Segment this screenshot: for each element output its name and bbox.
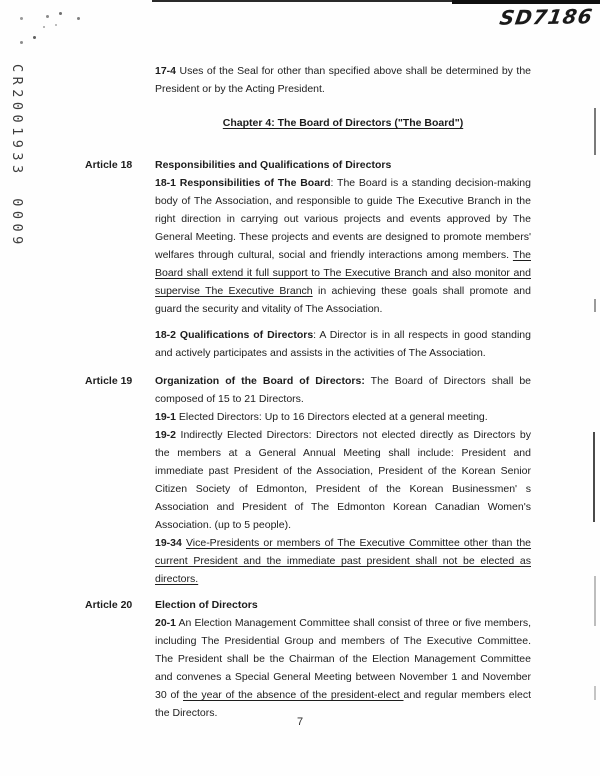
article-18 [85,156,531,362]
underlined-text: The Board shall extend it full support to The Executive Branch and also monitor and supervise The Executive Branch [155,249,531,297]
scan-edge-mark [594,576,596,626]
scan-speckle [59,12,62,15]
underlined-text: the year of the absence of the president-elect [183,689,404,701]
clause-number: 19-1 [155,411,177,423]
clause-18-1 [155,174,531,318]
scan-edge-mark [594,108,596,155]
empty-label-cell [85,62,155,98]
scan-edge-mark [594,299,596,312]
scan-speckle [77,17,80,20]
clause-number: 19-34 [155,537,182,549]
clause-number: 18-2 Qualifications of Directors [155,329,314,341]
clause-number: 20-1 [155,617,177,629]
scan-edge-mark [594,686,596,700]
chapter-heading: Chapter 4: The Board of Directors ("The Board") [222,117,464,129]
registry-stamp: CR2001933 0009 [9,64,25,249]
document-content [85,62,531,722]
scan-speckle [20,17,23,20]
clause-17-4-row [85,62,531,98]
clause-19-intro [155,372,531,408]
scan-speckle [46,15,49,18]
scan-speckle [33,36,36,39]
clause-number: 17-4 [155,65,177,77]
clause-text: Elected Directors: Up to 16 Directors elected at a general meeting. [176,411,488,423]
clause-19-2 [155,426,531,534]
article-19-label: Article 19 [85,375,133,387]
clause-text: : The Board is a standing decision-making body of The Association, and responsible to guide The Executive Branch in the right direction in carrying out various projects and events approved by The General Meeting. These projects and events are designed to promote members' welfares through cultural, social and friendly interactions among members. [155,177,531,261]
article-18-label: Article 18 [85,159,133,171]
article-20-label: Article 20 [85,599,133,611]
clause-20-1 [155,614,531,722]
clause-18-2 [155,326,531,362]
clause-text: An Election Management Committee shall consist of three or five members, including The Presidential Group and members of The Executive Committee. The President shall be the Chairman of the Election Management Committee and convenes a Special General Meeting between November 1 and November 30 of [155,617,531,701]
page-number: 7 [296,716,304,728]
clause-number: 18-1 Responsibilities of The Board [155,177,331,189]
clause-text: The Board of Directors shall be composed of 15 to 21 Directors. [155,375,531,405]
scan-edge-mark [593,432,595,522]
scan-speckle [43,26,45,28]
clause-text: Uses of the Seal for other than specified above shall be determined by the President or by the Acting President. [155,65,531,95]
clause-number: 19-2 [155,429,177,441]
clause-text: : A Director is in all respects in good standing and actively participates and assists in the activities of The Association. [155,329,531,359]
scan-edge-line-thick [452,0,600,4]
underlined-text: Vice-Presidents or members of The Executive Committee other than the current President and the immediate past president shall not be elected as directors. [155,537,532,585]
article-18-heading: Responsibilities and Qualifications of Directors [155,159,392,171]
handwritten-note: SD7186 [497,4,595,30]
clause-text: Indirectly Elected Directors: Directors not elected directly as Directors by the members at a General Annual Meeting shall include: President and immediate past President of the Association, President of the Korean Senior Citizen Society of Edmonton, President of the Korean Businessmen' s Association and President of The Edmonton Korean Canadian Women's Association. (up to 5 people). [155,429,531,531]
article-20 [85,596,531,722]
clause-17-4 [155,62,531,98]
article-20-heading: Election of Directors [155,599,258,611]
clause-text: in achieving these goals shall promote and guard the security and vitality of The Association. [155,285,531,315]
clause-heading: Organization of the Board of Directors: [155,375,365,387]
clause-text: and regular members elect the Directors. [155,689,531,719]
scan-speckle [55,24,57,26]
clause-19-1 [155,408,531,426]
clause-19-34 [155,534,531,588]
article-19 [85,372,531,588]
scan-speckle [20,41,23,44]
